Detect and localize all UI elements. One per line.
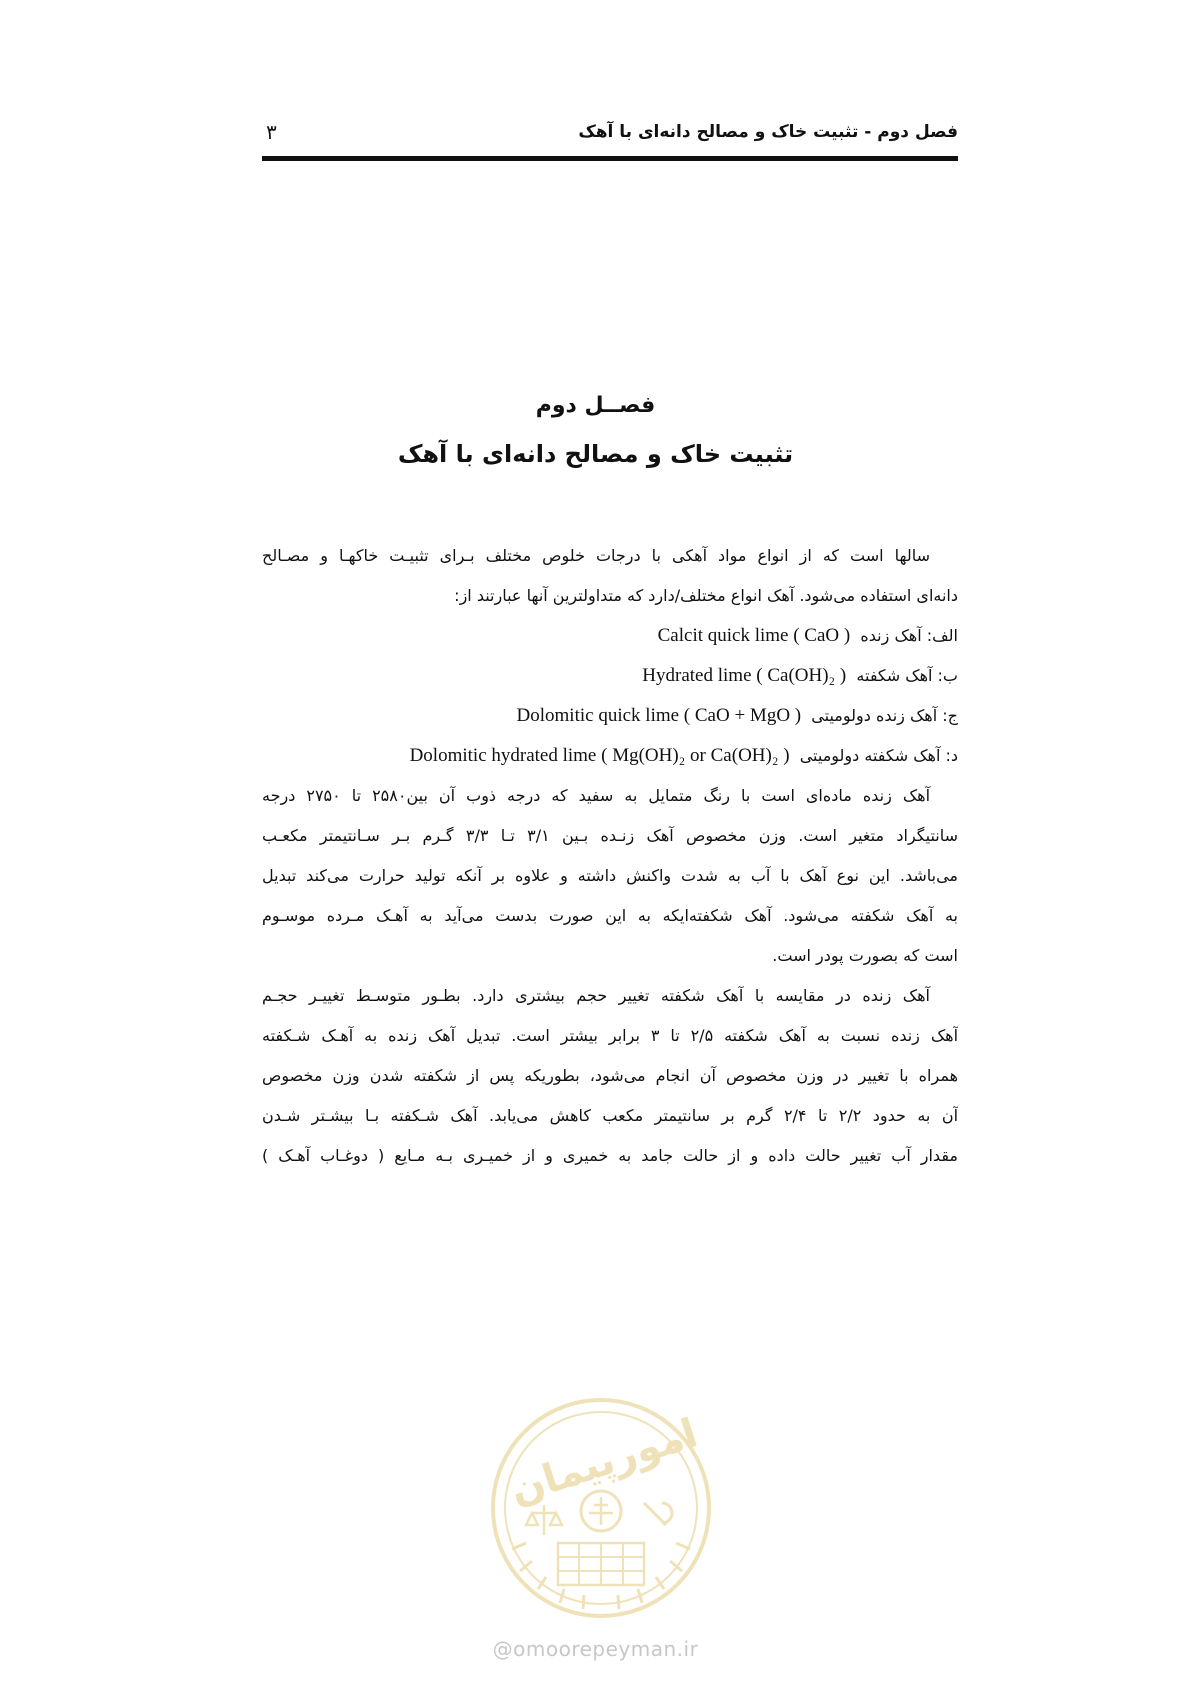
list-item xyxy=(262,656,958,696)
text-line: سالها است که از انواع مواد آهکی با درجات خلوص مختلف بـرای تثبیـت خاکهـا و مصـالح xyxy=(262,546,930,565)
paragraph-quicklime xyxy=(262,776,958,976)
text-line: می‌باشد. این نوع آهک با آب به شدت واکنش داشته و علاوه بر آنکه تولید حرارت می‌کند تبدیل xyxy=(262,866,958,885)
watermark-url-text: omoorepeyman.ir xyxy=(513,1637,699,1661)
lime-types-list xyxy=(262,616,958,776)
text-line: مقدار آب تغییر حالت داده و از حالت جامد به خمیری و از خمیـری بـه مـایع ( دوغـاب آهـک ) xyxy=(262,1146,958,1165)
watermark-url xyxy=(0,1637,1191,1661)
paragraph-volume-change xyxy=(262,976,958,1176)
list-item-english: Calcit quick lime ( CaO ) xyxy=(657,625,851,646)
text-line: آهک زنده ماده‌ای است با رنگ متمایل به سفید که درجه ذوب آن بین۲۵۸۰ تا ۲۷۵۰ درجه xyxy=(262,786,931,805)
chapter-title: تثبیت خاک و مصالح دانه‌ای با آهک xyxy=(397,440,794,468)
list-item-label: ب: آهک شکفته xyxy=(856,666,958,685)
page-number: ۳ xyxy=(266,120,277,144)
chapter-label: فصــل دوم xyxy=(535,393,656,418)
text-line: آهک زنده نسبت به آهک شکفته ۲/۵ تا ۳ برابر بیشتر است. تبدیل آهک زنده به آهـک شـکفته xyxy=(262,1026,958,1045)
text-line: همراه با تغییر در وزن مخصوص آن انجام می‌شود، بطوریکه پس از شکفته شدن وزن مخصوص xyxy=(262,1066,958,1085)
list-item-english: Hydrated lime ( Ca(OH)₂ ) xyxy=(642,665,847,686)
list-item-english: Dolomitic quick lime ( CaO + MgO ) xyxy=(516,705,802,726)
text-line: سانتیگراد متغیر است. وزن مخصوص آهک زنـده بـین ۳/۱ تـا ۳/۳ گـرم بـر سـانتیمتر مکعـب xyxy=(262,826,958,845)
list-item-label: الف: آهک زنده xyxy=(860,626,958,645)
body-text xyxy=(262,536,958,1176)
list-item-label: د: آهک شکفته دولومیتی xyxy=(799,746,958,765)
watermark-seal-text: امورپیمان xyxy=(504,1410,704,1514)
running-header xyxy=(262,122,958,156)
watermark-seal-logo xyxy=(486,1393,716,1623)
list-item xyxy=(262,736,958,776)
list-item-label: ج: آهک زنده دولومیتی xyxy=(811,706,958,725)
text-line: دانه‌ای استفاده می‌شود. آهک انواع مختلف/دارد که متداولترین آنها عبارتند از: xyxy=(454,586,958,605)
list-item-english: Dolomitic hydrated lime ( Mg(OH)₂ or Ca(OH)₂ ) xyxy=(409,745,790,766)
header-rule xyxy=(262,156,958,161)
text-line: به آهک شکفته می‌شود. آهک شکفته‌ایکه به این صورت بدست می‌آید به آهـک مـرده موسـوم xyxy=(262,906,958,925)
text-line: است که بصورت پودر است. xyxy=(772,946,958,965)
paragraph-intro xyxy=(262,536,958,616)
list-item xyxy=(262,696,958,736)
text-line: آهک زنده در مقایسه با آهک شکفته تغییر حجم بیشتری دارد. بطـور متوسـط تغییـر حجـم xyxy=(262,986,930,1005)
text-line: آن به حدود ۲/۲ تا ۲/۴ گرم بر سانتیمتر مکعب کاهش می‌یابد. آهک شـکفته بـا بیشـتر شـدن xyxy=(262,1106,958,1125)
list-item xyxy=(262,616,958,656)
header-title: فصل دوم - تثبیت خاک و مصالح دانه‌ای با آهک xyxy=(578,122,958,142)
at-icon: @ xyxy=(492,1637,514,1661)
